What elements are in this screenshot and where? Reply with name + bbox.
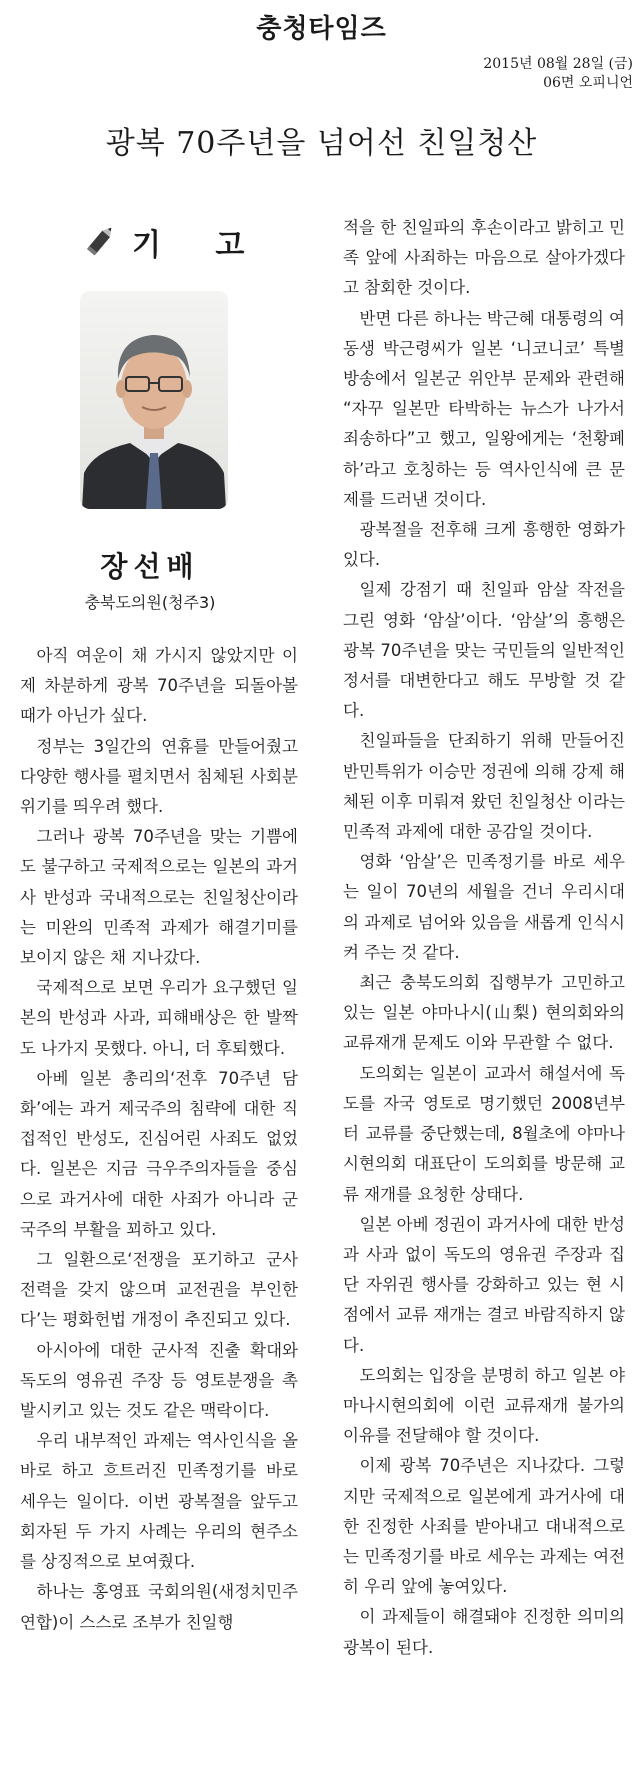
article-paragraph: 하나는 홍영표 국회의원(새정치민주연합)이 스스로 조부가 친일행 (20, 1582, 298, 1632)
pencil-icon (84, 223, 118, 261)
article-paragraph: 반면 다른 하나는 박근혜 대통령의 여동생 박근령씨가 일본 ‘니코니코’ 특별방송에서 일본군 위안부 문제와 관련해 “자꾸 일본만 타박하는 뉴스가 나가서 죄송하다”고 했고, 일왕에게는 ‘천황폐하’라고 호칭하는 등 역사인식에 큰 문제를 드러낸 것이다. (343, 308, 625, 509)
section-label-text: 기 고 (132, 228, 267, 263)
article-paragraph-continued: 적을 한 친일파의 후손이라고 밝히고 민족 앞에 사죄하는 마음으로 살아가겠다고 참회한 것이다. (343, 218, 625, 298)
page-section: 06면 오피니언 (543, 75, 633, 91)
article-column-right (343, 213, 625, 1663)
section-label (84, 222, 266, 262)
article-paragraph: 아시아에 대한 군사적 진출 확대와 독도의 영유권 주장 등 영토분쟁을 촉발시키고 있는 것도 같은 맥락이다. (20, 1340, 298, 1421)
headline: 광복 70주년을 넘어선 친일청산 (105, 126, 538, 161)
article-paragraph: 광복절을 전후해 크게 흥행한 영화가 있다. (343, 520, 625, 570)
author-name: 장선배 (100, 550, 200, 583)
article-paragraph: 국제적으로 보면 우리가 요구했던 일본의 반성과 사과, 피해배상은 한 발짝도 나가지 못했다. 아니, 더 후퇴했다. (20, 978, 298, 1058)
article-paragraph: 아직 여운이 채 가시지 않았지만 이제 차분하게 광복 70주년을 되돌아볼 때가 아닌가 싶다. (20, 646, 298, 726)
author-title: 충북도의원(청주3) (84, 593, 216, 612)
author-photo (80, 291, 228, 509)
newspaper-name: 충청타임즈 (256, 14, 387, 44)
article-column-left (20, 641, 298, 1638)
article-paragraph: 도의회는 입장을 분명히 하고 일본 야마나시현의회에 이런 교류재개 불가의 이유를 전달해야 할 것이다. (343, 1365, 625, 1446)
article-paragraph: 일본 아베 정권이 과거사에 대한 반성과 사과 없이 독도의 영유권 주장과 집단 자위권 행사를 강화하고 있는 현 시점에서 교류 재개는 결코 바람직하지 않다. (343, 1214, 625, 1355)
article-paragraph: 일제 강점기 때 친일파 암살 작전을 그린 영화 ‘암살’이다. ‘암살’의 흥행은 광복 70주년을 맞는 국민들의 일반적인 정서를 대변한다고 해도 무방할 것 같다. (343, 580, 625, 721)
article-paragraph: 우리 내부적인 과제는 역사인식을 올바로 하고 흐트러진 민족정기를 바로 세우는 일이다. 이번 광복절을 앞두고 회자된 두 가지 사례는 우리의 현주소를 상징적으로 보여줬다. (20, 1431, 298, 1572)
article-paragraph: 영화 ‘암살’은 민족정기를 바로 세우는 일이 70년의 세월을 건너 우리시대의 과제로 넘어와 있음을 새롭게 인식시켜 주는 것 같다. (343, 852, 625, 962)
article-paragraph: 정부는 3일간의 연휴를 만들어줬고 다양한 행사를 펼치면서 침체된 사회분위기를 띄우려 했다. (20, 736, 298, 817)
article-paragraph: 이제 광복 70주년은 지나갔다. 그렇지만 국제적으로 일본에게 과거사에 대한 진정한 사죄를 받아내고 대내적으로는 민족정기를 바로 세우는 과제는 여전히 우리 앞에 놓여있다. (343, 1456, 625, 1597)
article-paragraph: 최근 충북도의회 집행부가 고민하고 있는 일본 야마나시(山梨) 현의회와의 교류재개 문제도 이와 무관할 수 없다. (343, 973, 625, 1053)
article-paragraph: 아베 일본 총리의‘전후 70주년 담화’에는 과거 제국주의 침략에 대한 직접적인 반성도, 진심어린 사죄도 없었다. 일본은 지금 극우주의자들을 중심으로 과거사에 대한 사죄가 아니라 군국주의 부활을 꾀하고 있다. (20, 1068, 298, 1239)
article-paragraph: 친일파들을 단죄하기 위해 만들어진 반민특위가 이승만 정권에 의해 강제 해체된 이후 미뤄져 왔던 친일청산 이라는 민족적 과제에 대한 공감일 것이다. (343, 731, 625, 842)
article-paragraph: 그 일환으로‘전쟁을 포기하고 군사 전력을 갖지 않으며 교전권을 부인한다’는 평화헌법 개정이 추진되고 있다. (20, 1250, 298, 1330)
article-paragraph: 이 과제들이 해결돼야 진정한 의미의 광복이 된다. (343, 1607, 625, 1657)
publication-date: 2015년 08월 28일 (금) (483, 56, 633, 72)
article-paragraph: 그러나 광복 70주년을 맞는 기쁨에도 불구하고 국제적으로는 일본의 과거사 반성과 국내적으로는 친일청산이라는 미완의 민족적 과제가 해결기미를 보이지 않은 채 지나갔다. (20, 827, 298, 968)
article-paragraph: 도의회는 일본이 교과서 해설서에 독도를 자국 영토로 명기했던 2008년부터 교류를 중단했는데, 8월초에 야마나시현의회 대표단이 도의회를 방문해 교류 재개를 요청한 상태다. (343, 1063, 625, 1204)
